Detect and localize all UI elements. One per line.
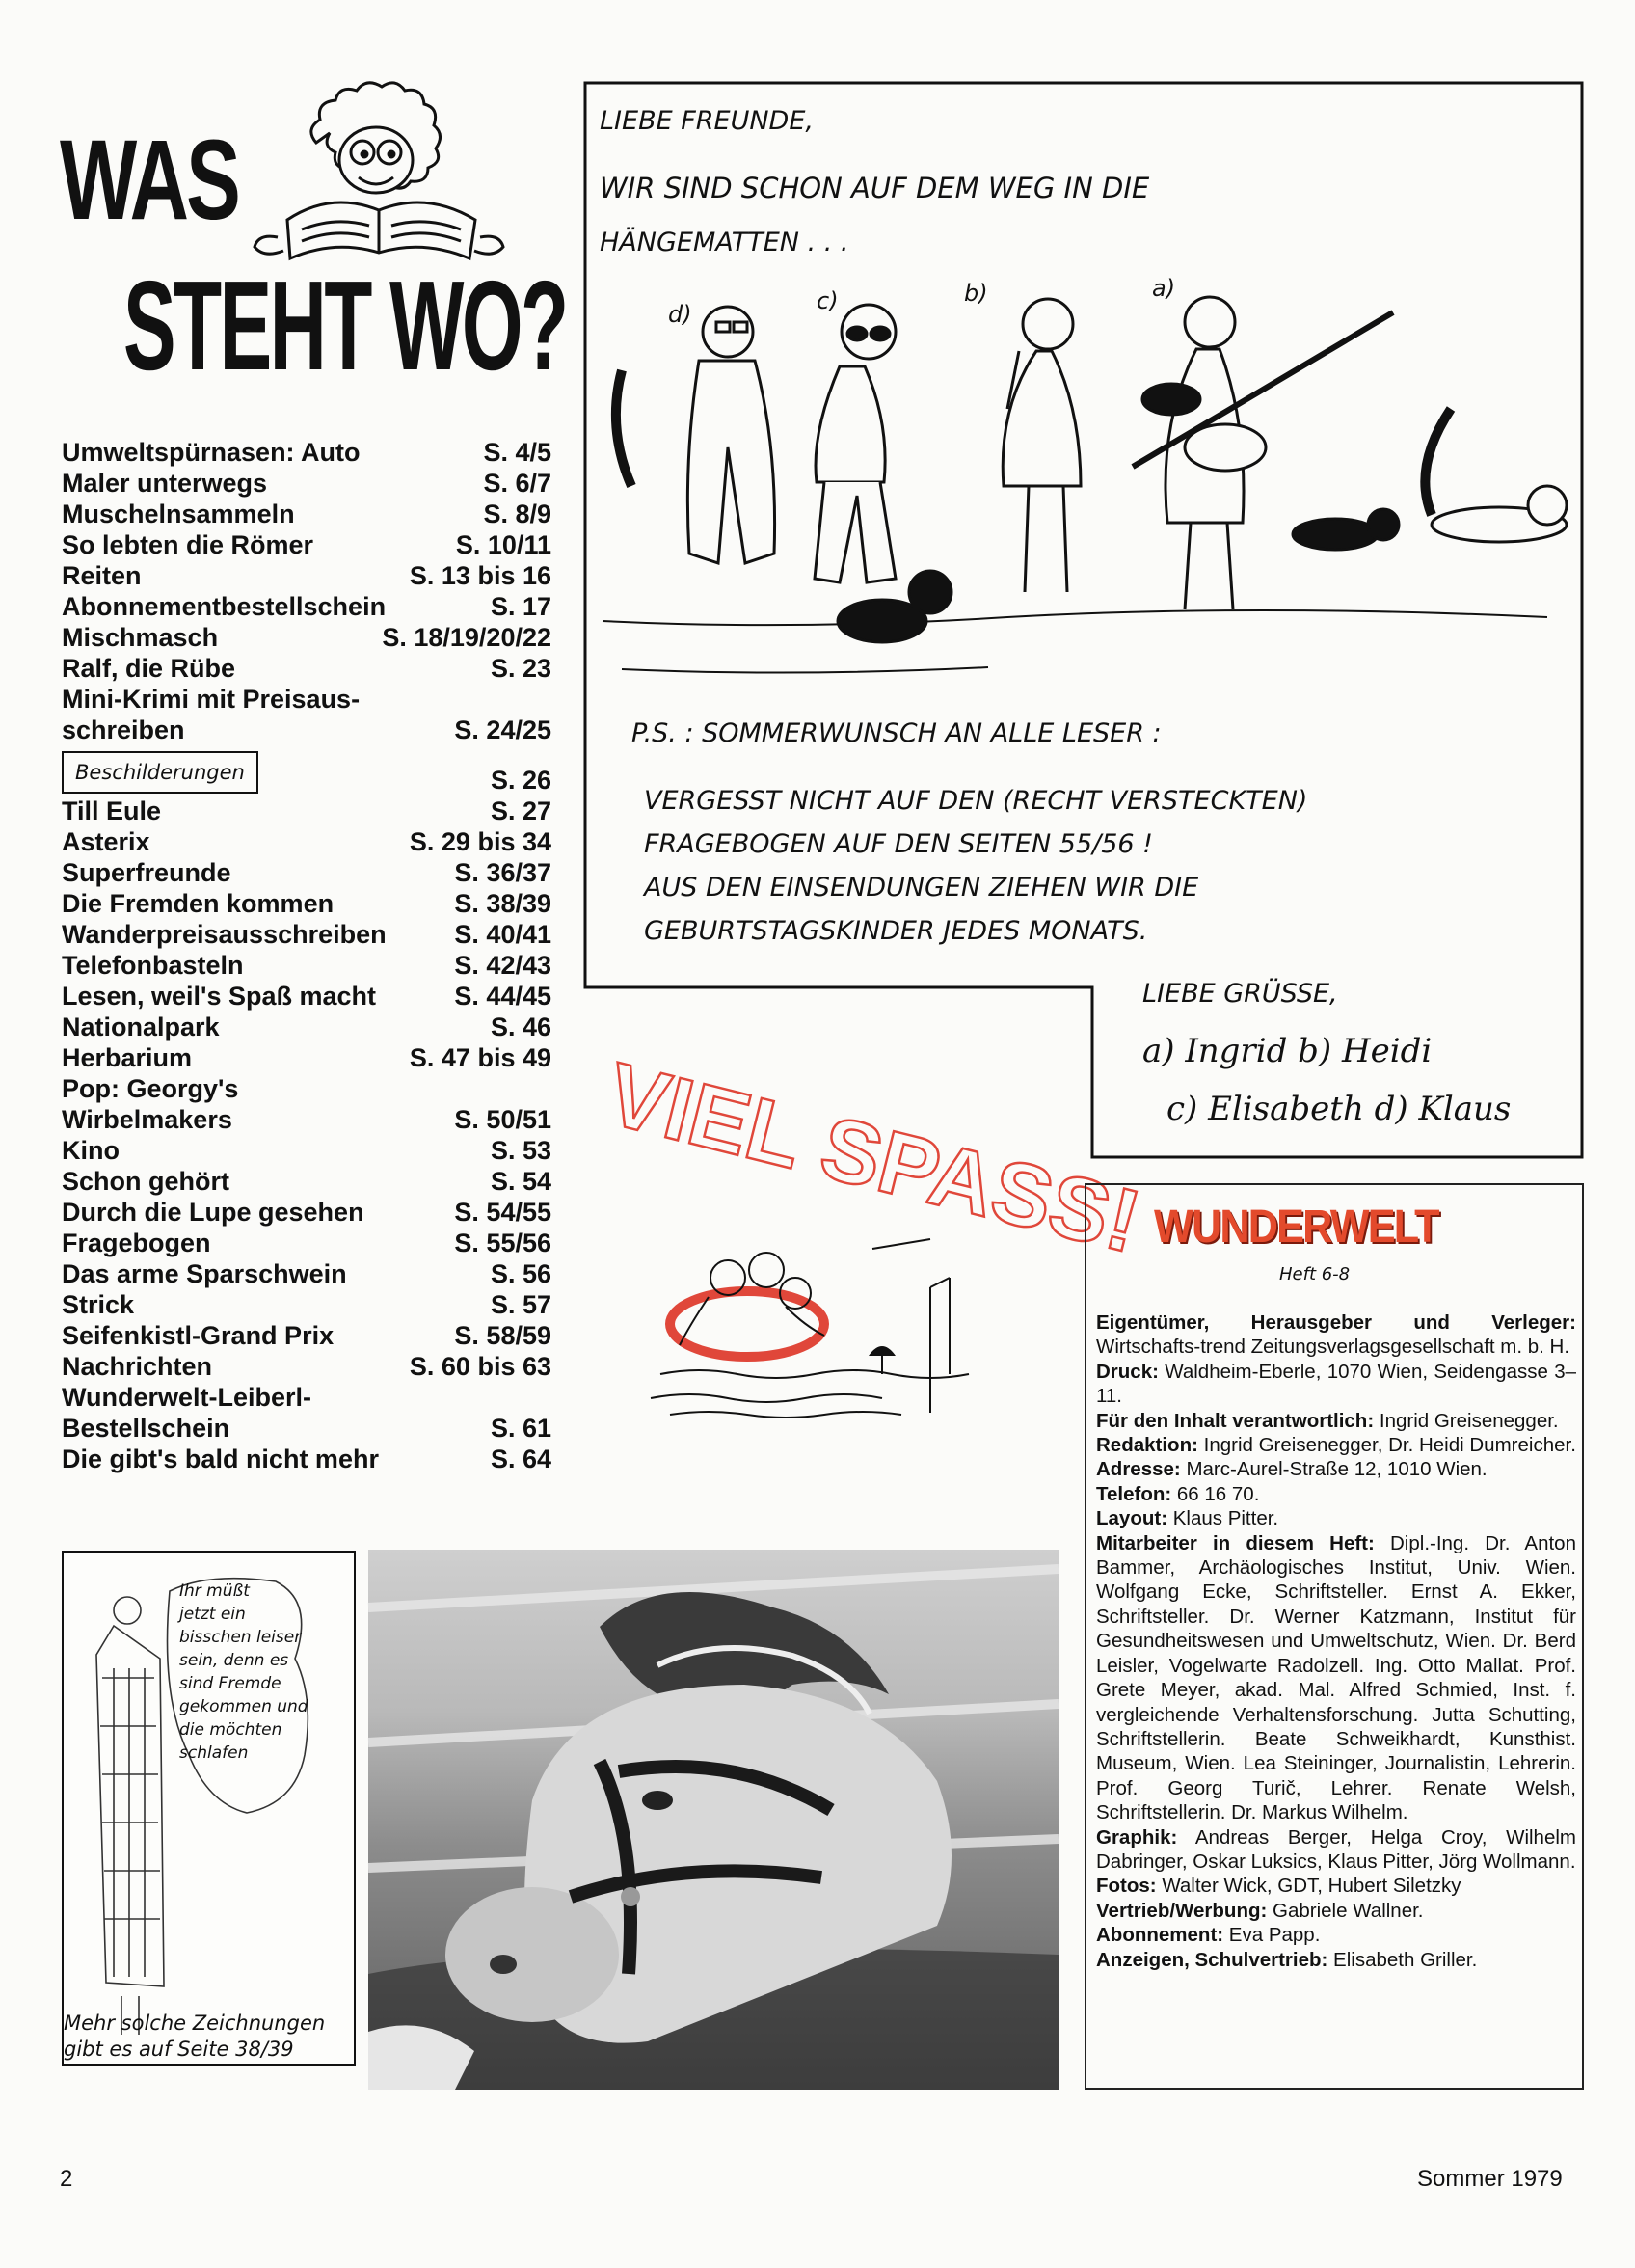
beschilderungen-tag: Beschilderungen (62, 751, 258, 794)
toc-row (62, 529, 551, 560)
drawing-caption-1: Mehr solche Zeichnungen (64, 2012, 326, 2035)
impressum-value: Waldheim-Eberle, 1070 Wien, Seidengasse 3–11. (1096, 1360, 1576, 1408)
label-c: c) (817, 287, 839, 314)
toc-title: Das arme Sparschwein (62, 1259, 347, 1288)
label-d: d) (668, 301, 692, 328)
toc-title: Mischmasch (62, 623, 219, 652)
impressum-value: 66 16 70. (1171, 1482, 1260, 1505)
impressum-value: Ingrid Greisenegger. (1374, 1409, 1559, 1432)
toc-page: S. 6/7 (483, 469, 551, 498)
toc-page: S. 26 (490, 766, 551, 795)
title-steht-wo: STEHT WO? (123, 255, 567, 396)
viel-spass-text: VIEL SPASS! (597, 1044, 1149, 1272)
speech-line: schlafen (179, 1743, 249, 1763)
toc-row (62, 499, 551, 529)
toc-title: Seifenkistl-Grand Prix (62, 1321, 335, 1350)
impressum-value: Elisabeth Griller. (1327, 1948, 1478, 1971)
toc-row (62, 1228, 551, 1258)
toc-title: Herbarium (62, 1043, 193, 1072)
impressum-value: Eva Papp. (1223, 1924, 1321, 1947)
toc-row (62, 826, 551, 857)
toc-row (62, 1166, 551, 1197)
toc-title: Reiten (62, 561, 142, 590)
toc-title: schreiben (62, 716, 185, 744)
impressum-label: Layout: (1096, 1507, 1168, 1530)
toc-title: Nationalpark (62, 1012, 220, 1041)
impressum-text (1096, 1310, 1576, 1972)
toc-row (62, 1042, 551, 1073)
toc-page: S. 47 bis 49 (409, 1043, 551, 1072)
toc-page: S. 10/11 (455, 530, 551, 559)
impressum-entry (1096, 1948, 1576, 1972)
swimming-kids-illustration (641, 1210, 978, 1427)
toc-row (62, 1135, 551, 1166)
impressum-value: Ingrid Greisenegger, Dr. Heidi Dumreicher. (1197, 1434, 1576, 1457)
toc-title: So lebten die Römer (62, 530, 314, 559)
toc-title: Die gibt's bald nicht mehr (62, 1444, 379, 1473)
toc-page: S. 58/59 (454, 1321, 551, 1350)
speech-line: jetzt ein (179, 1605, 246, 1624)
toc-page: S. 64 (490, 1444, 551, 1473)
impressum-entry (1096, 1482, 1576, 1506)
toc-page: S. 46 (490, 1012, 551, 1041)
impressum-value: Dipl.-Ing. Dr. Anton Bammer, Archäologisches Institut, Univ. Wien. Wolfgang Ecke, Schriftsteller. Ernst A. Ekker, Schriftsteller. Dr. Werner Katzmann, Institut für Gesundheitswesen und Umweltschutz, Wien. Dr. Berd Leisler, Vogelwarte Radolzell. Ing. Otto Mallat. Prof. Grete Meyer, akad. Mal. Alfred Schmied, Inst. f. vergleichende Verhaltensforschung. Jutta Schutting, Schriftstellerin. Beate Schweikhardt, Kunsthist. Museum, Wien. Lea Steininger, Journalistin, Lehrerin. Prof. Georg Turič, Lehrer. Renate Welsh, Schriftstellerin. Dr. Markus Wilhelm. (1096, 1531, 1576, 1824)
ps-body (644, 779, 1307, 953)
impressum-value: Marc-Aurel-Straße 12, 1010 Wien. (1180, 1458, 1488, 1481)
impressum-label: Fotos: (1096, 1875, 1157, 1898)
signature-line-1: a) Ingrid b) Heidi (1142, 1032, 1433, 1070)
toc-page: S. 53 (490, 1136, 551, 1165)
toc-title: Bestellschein (62, 1414, 230, 1443)
toc-title: Asterix (62, 827, 150, 856)
speech-line: sind Fremde (179, 1674, 281, 1693)
toc-row (62, 1413, 551, 1444)
toc-row (62, 888, 551, 919)
toc-title: Wanderpreisausschreiben (62, 920, 387, 949)
toc-page: S. 44/45 (454, 982, 551, 1011)
pony-photo-art (368, 1550, 1059, 2090)
toc-title: Wirbelmakers (62, 1105, 232, 1134)
impressum-label: Anzeigen, Schulvertrieb: (1096, 1948, 1328, 1971)
impressum-label: Eigentümer, Herausgeber und Verleger: (1096, 1311, 1576, 1334)
toc-title: Die Fremden kommen (62, 889, 335, 918)
toc-row (62, 1382, 551, 1413)
toc-row (62, 919, 551, 950)
impressum-label: Graphik: (1096, 1825, 1178, 1849)
speech-line: Ihr müßt (179, 1581, 250, 1601)
toc-page: S. 36/37 (454, 858, 551, 887)
wunderwelt-logo: WUNDERWELT (1154, 1202, 1438, 1253)
impressum-label: Druck: (1096, 1360, 1159, 1383)
toc-title: Schon gehört (62, 1167, 229, 1196)
toc-row (62, 981, 551, 1012)
toc-row (62, 715, 551, 745)
toc-title: Mini-Krimi mit Preisaus- (62, 685, 361, 714)
toc-row (62, 950, 551, 981)
letter-greeting: LIEBE FREUNDE, (600, 106, 814, 136)
ps-body-line: GEBURTSTAGSKINDER JEDES MONATS. (644, 916, 1148, 946)
speech-line: bisschen leiser (179, 1628, 302, 1647)
toc-page: S. 17 (490, 592, 551, 621)
ps-body-line: FRAGEBOGEN AUF DEN SEITEN 55/56 ! (644, 829, 1153, 859)
toc-page: S. 29 bis 34 (409, 827, 551, 856)
toc-title: Umweltspürnasen: Auto (62, 438, 361, 467)
toc-row (62, 591, 551, 622)
toc-page: S. 24/25 (454, 716, 551, 744)
impressum-entry (1096, 1874, 1576, 1898)
toc-row (62, 468, 551, 499)
toc-page: S. 50/51 (454, 1105, 551, 1134)
toc-page: S. 18/19/20/22 (382, 623, 551, 652)
impressum-label: Adresse: (1096, 1458, 1181, 1481)
impressum-value: Walter Wick, GDT, Hubert Siletzky (1156, 1875, 1461, 1898)
toc-title: Wunderwelt-Leiberl- (62, 1383, 312, 1412)
impressum-entry (1096, 1923, 1576, 1947)
page-number: 2 (60, 2166, 73, 2192)
impressum-value: Wirtschafts-trend Zeitungsverlagsgesellschaft m. b. H. (1096, 1336, 1570, 1359)
speech-line: sein, denn es (179, 1651, 289, 1670)
toc-page: S. 40/41 (454, 920, 551, 949)
toc-title: Strick (62, 1290, 135, 1319)
impressum-label: Mitarbeiter in diesem Heft: (1096, 1531, 1375, 1554)
impressum-entry (1096, 1310, 1576, 1360)
toc-row (62, 1444, 551, 1474)
toc-title: Pop: Georgy's (62, 1074, 239, 1103)
toc-row (62, 684, 551, 715)
toc-page: S. 13 bis 16 (409, 561, 551, 590)
toc-page: S. 61 (490, 1414, 551, 1443)
pony-photo (368, 1550, 1059, 2090)
toc-title: Nachrichten (62, 1352, 213, 1381)
impressum-entry (1096, 1899, 1576, 1923)
impressum-value: Andreas Berger, Helga Croy, Wilhelm Dabringer, Oskar Luksics, Klaus Pitter, Jörg Wollmann. (1096, 1825, 1576, 1873)
toc-page: S. 56 (490, 1259, 551, 1288)
speech-bubble-text (179, 1580, 308, 1765)
reader-illustration (249, 75, 567, 273)
label-a: a) (1152, 275, 1176, 302)
toc-title: Durch die Lupe gesehen (62, 1198, 364, 1227)
toc-title: Abonnementbestellschein (62, 592, 387, 621)
toc-title: Ralf, die Rübe (62, 654, 236, 683)
speech-line: die möchten (179, 1720, 282, 1740)
issue-date: Sommer 1979 (1417, 2166, 1563, 2192)
toc-row (62, 857, 551, 888)
impressum-entry (1096, 1433, 1576, 1457)
toc-page: S. 55/56 (454, 1228, 551, 1257)
ps-body-line: VERGESST NICHT AUF DEN (RECHT VERSTECKTEN) (644, 786, 1308, 816)
toc-page: S. 27 (490, 796, 551, 825)
impressum-entry (1096, 1531, 1576, 1825)
drawing-caption-2: gibt es auf Seite 38/39 (64, 2038, 294, 2061)
toc-row (62, 1351, 551, 1382)
toc-page: S. 54/55 (454, 1198, 551, 1227)
toc-page: S. 38/39 (454, 889, 551, 918)
impressum-label: Für den Inhalt verantwortlich: (1096, 1409, 1375, 1432)
toc-row (62, 560, 551, 591)
toc-title: Maler unterwegs (62, 469, 268, 498)
toc-row (62, 1012, 551, 1042)
viel-spass-lettering (578, 1032, 1149, 1272)
impressum-label: Abonnement: (1096, 1924, 1224, 1947)
toc-row (62, 796, 551, 826)
toc-row (62, 1258, 551, 1289)
impressum-entry (1096, 1506, 1576, 1530)
title-was: WAS (60, 117, 238, 244)
impressum-box (1085, 1183, 1584, 2090)
impressum-entry (1096, 1457, 1576, 1481)
toc-row (62, 1104, 551, 1135)
toc-title: Till Eule (62, 796, 162, 825)
issue-number: Heft 6-8 (1279, 1264, 1351, 1284)
toc-title: Superfreunde (62, 858, 231, 887)
label-b: b) (964, 280, 988, 307)
toc-row-tag (62, 745, 551, 796)
impressum-label: Redaktion: (1096, 1434, 1198, 1457)
letter-line-1: WIR SIND SCHON AUF DEM WEG IN DIE (600, 172, 1150, 204)
table-of-contents (62, 437, 551, 1474)
toc-title: Lesen, weil's Spaß macht (62, 982, 377, 1011)
toc-row (62, 653, 551, 684)
toc-title: Fragebogen (62, 1228, 211, 1257)
toc-row (62, 1197, 551, 1228)
toc-page: S. 54 (490, 1167, 551, 1196)
impressum-entry (1096, 1409, 1576, 1433)
toc-page: S. 60 bis 63 (409, 1352, 551, 1381)
impressum-entry (1096, 1825, 1576, 1875)
toc-title: Telefonbasteln (62, 951, 244, 980)
impressum-label: Telefon: (1096, 1482, 1172, 1505)
toc-row (62, 1289, 551, 1320)
closing-greeting: LIEBE GRÜSSE, (1142, 979, 1338, 1009)
ps-body-line: AUS DEN EINSENDUNGEN ZIEHEN WIR DIE (644, 873, 1199, 903)
toc-title: Kino (62, 1136, 120, 1165)
ps-line: P.S. : SOMMERWUNSCH AN ALLE LESER : (631, 718, 1162, 748)
toc-page: S. 23 (490, 654, 551, 683)
toc-page: S. 42/43 (454, 951, 551, 980)
toc-row (62, 1073, 551, 1104)
impressum-entry (1096, 1360, 1576, 1409)
letter-line-2: HÄNGEMATTEN . . . (600, 228, 849, 257)
toc-page: S. 57 (490, 1290, 551, 1319)
toc-page: S. 4/5 (483, 438, 551, 467)
toc-row (62, 437, 551, 468)
toc-page: S. 8/9 (483, 500, 551, 528)
impressum-value: Gabriele Wallner. (1267, 1899, 1424, 1922)
speech-line: gekommen und (179, 1697, 308, 1716)
toc-title: Muschelnsammeln (62, 500, 295, 528)
toc-row (62, 622, 551, 653)
impressum-value: Klaus Pitter. (1167, 1507, 1279, 1530)
signature-line-2: c) Elisabeth d) Klaus (1166, 1090, 1512, 1128)
impressum-label: Vertrieb/Werbung: (1096, 1899, 1268, 1922)
child-drawing-panel (62, 1551, 356, 2066)
toc-row (62, 1320, 551, 1351)
